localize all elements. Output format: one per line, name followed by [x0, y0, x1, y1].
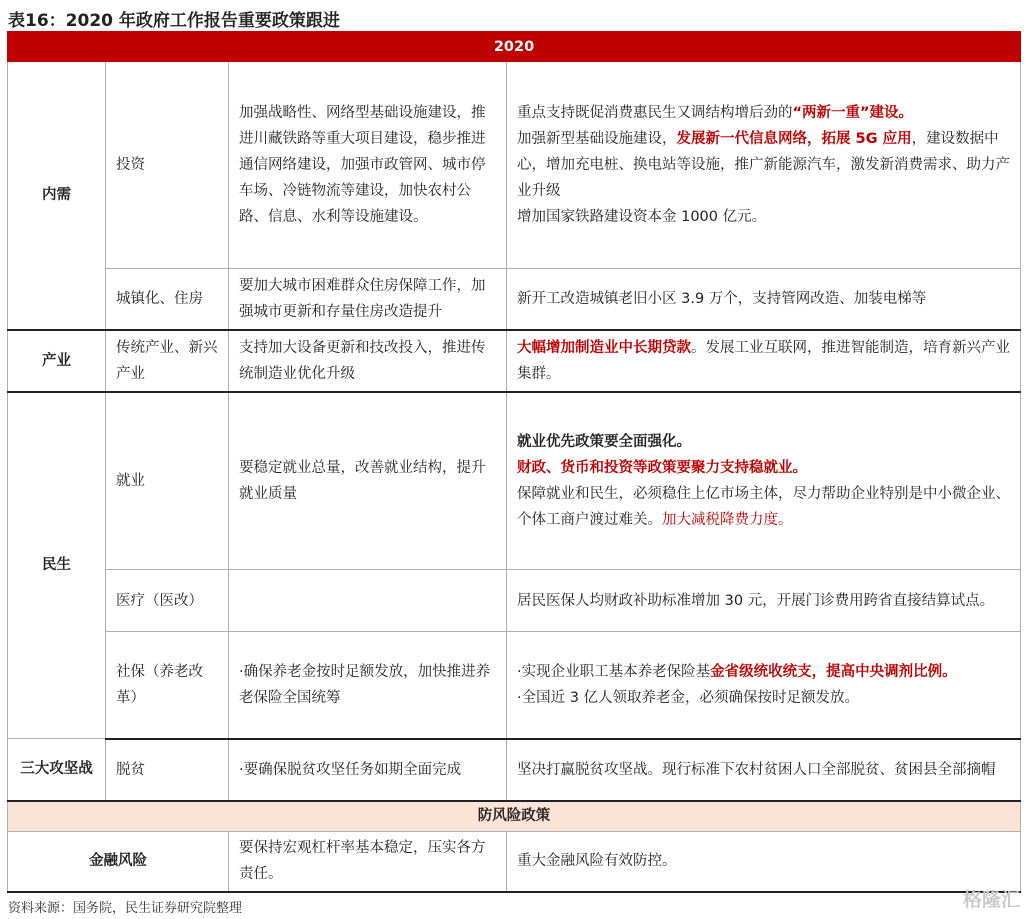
- category-cell: 民生: [8, 392, 106, 739]
- subcategory-cell: 社保（养老改革）: [106, 632, 229, 739]
- follow-up-cell: 新开工改造城镇老旧小区 3.9 万个，支持管网改造、加装电梯等: [507, 269, 1021, 330]
- table-row: [8, 739, 1021, 801]
- follow-up-cell: 重点支持既促消费惠民生又调结构增后劲的“两新一重”建设。 加强新型基础设施建设，发展新一代信息网络，拓展 5G 应用，建设数据中心，增加充电桩、换电站等设施，推广新能源汽车，激发新消费需求、助力产业升级 增加国家铁路建设资本金 1000 亿元。: [507, 62, 1021, 269]
- subcategory-cell: 就业: [106, 392, 229, 570]
- table-title: 表16：2020 年政府工作报告重要政策跟进: [8, 11, 340, 31]
- policy-cell: 要保持宏观杠杆率基本稳定，压实各方责任。: [229, 831, 507, 892]
- policy-cell: [229, 570, 507, 632]
- watermark-logo: 格隆汇: [962, 889, 1020, 911]
- table-row: [8, 392, 1021, 570]
- policy-cell: 支持加大设备更新和技改投入，推进传统制造业优化升级: [229, 330, 507, 392]
- policy-cell: 要稳定就业总量，改善就业结构，提升就业质量: [229, 392, 507, 570]
- subcategory-cell: 投资: [106, 62, 229, 269]
- follow-up-cell: 就业优先政策要全面强化。 财政、货币和投资等政策要聚力支持稳就业。 保障就业和民生，必须稳住上亿市场主体，尽力帮助企业特别是中小微企业、个体工商户渡过难关。加大减税降费力度。: [507, 392, 1021, 570]
- subcategory-cell: 脱贫: [106, 739, 229, 801]
- subcategory-cell: 医疗（医改）: [106, 570, 229, 632]
- table-row: [8, 632, 1021, 739]
- category-cell: 金融风险: [8, 831, 229, 892]
- table-row: [8, 570, 1021, 632]
- table-row: [8, 831, 1021, 892]
- policy-cell: 加强战略性、网络型基础设施建设，推进川藏铁路等重大项目建设，稳步推进通信网络建设，加强市政管网、城市停车场、冷链物流等建设，加快农村公路、信息、水利等设施建设。: [229, 62, 507, 269]
- policy-cell: 要加大城市困难群众住房保障工作，加强城市更新和存量住房改造提升: [229, 269, 507, 330]
- category-cell: 内需: [8, 62, 106, 330]
- source-note: 资料来源：国务院，民生证券研究院整理: [8, 901, 243, 916]
- subcategory-cell: 城镇化、住房: [106, 269, 229, 330]
- subcategory-cell: 传统产业、新兴产业: [106, 330, 229, 392]
- category-cell: 三大攻坚战: [8, 739, 106, 801]
- table-row: [8, 269, 1021, 330]
- table-row: [8, 62, 1021, 269]
- header-row: [8, 32, 1021, 62]
- follow-up-cell: 重大金融风险有效防控。: [507, 831, 1021, 892]
- policy-cell: ·要确保脱贫攻坚任务如期全面完成: [229, 739, 507, 801]
- risk-section-header: 防风险政策: [8, 801, 1021, 832]
- table-row: [8, 330, 1021, 392]
- follow-up-cell: 坚决打赢脱贫攻坚战。现行标准下农村贫困人口全部脱贫、贫困县全部摘帽: [507, 739, 1021, 801]
- risk-section-row: [8, 801, 1021, 832]
- follow-up-cell: ·实现企业职工基本养老保险基金省级统收统支，提高中央调剂比例。 ·全国近 3 亿人领取养老金，必须确保按时足额发放。: [507, 632, 1021, 739]
- follow-up-cell: 居民医保人均财政补助标准增加 30 元，开展门诊费用跨省直接结算试点。: [507, 570, 1021, 632]
- policy-table: [7, 31, 1021, 893]
- follow-up-cell: 大幅增加制造业中长期贷款。发展工业互联网，推进智能制造，培育新兴产业集群。: [507, 330, 1021, 392]
- year-header: 2020: [8, 32, 1021, 62]
- category-cell: 产业: [8, 330, 106, 392]
- policy-cell: ·确保养老金按时足额发放，加快推进养老保险全国统筹: [229, 632, 507, 739]
